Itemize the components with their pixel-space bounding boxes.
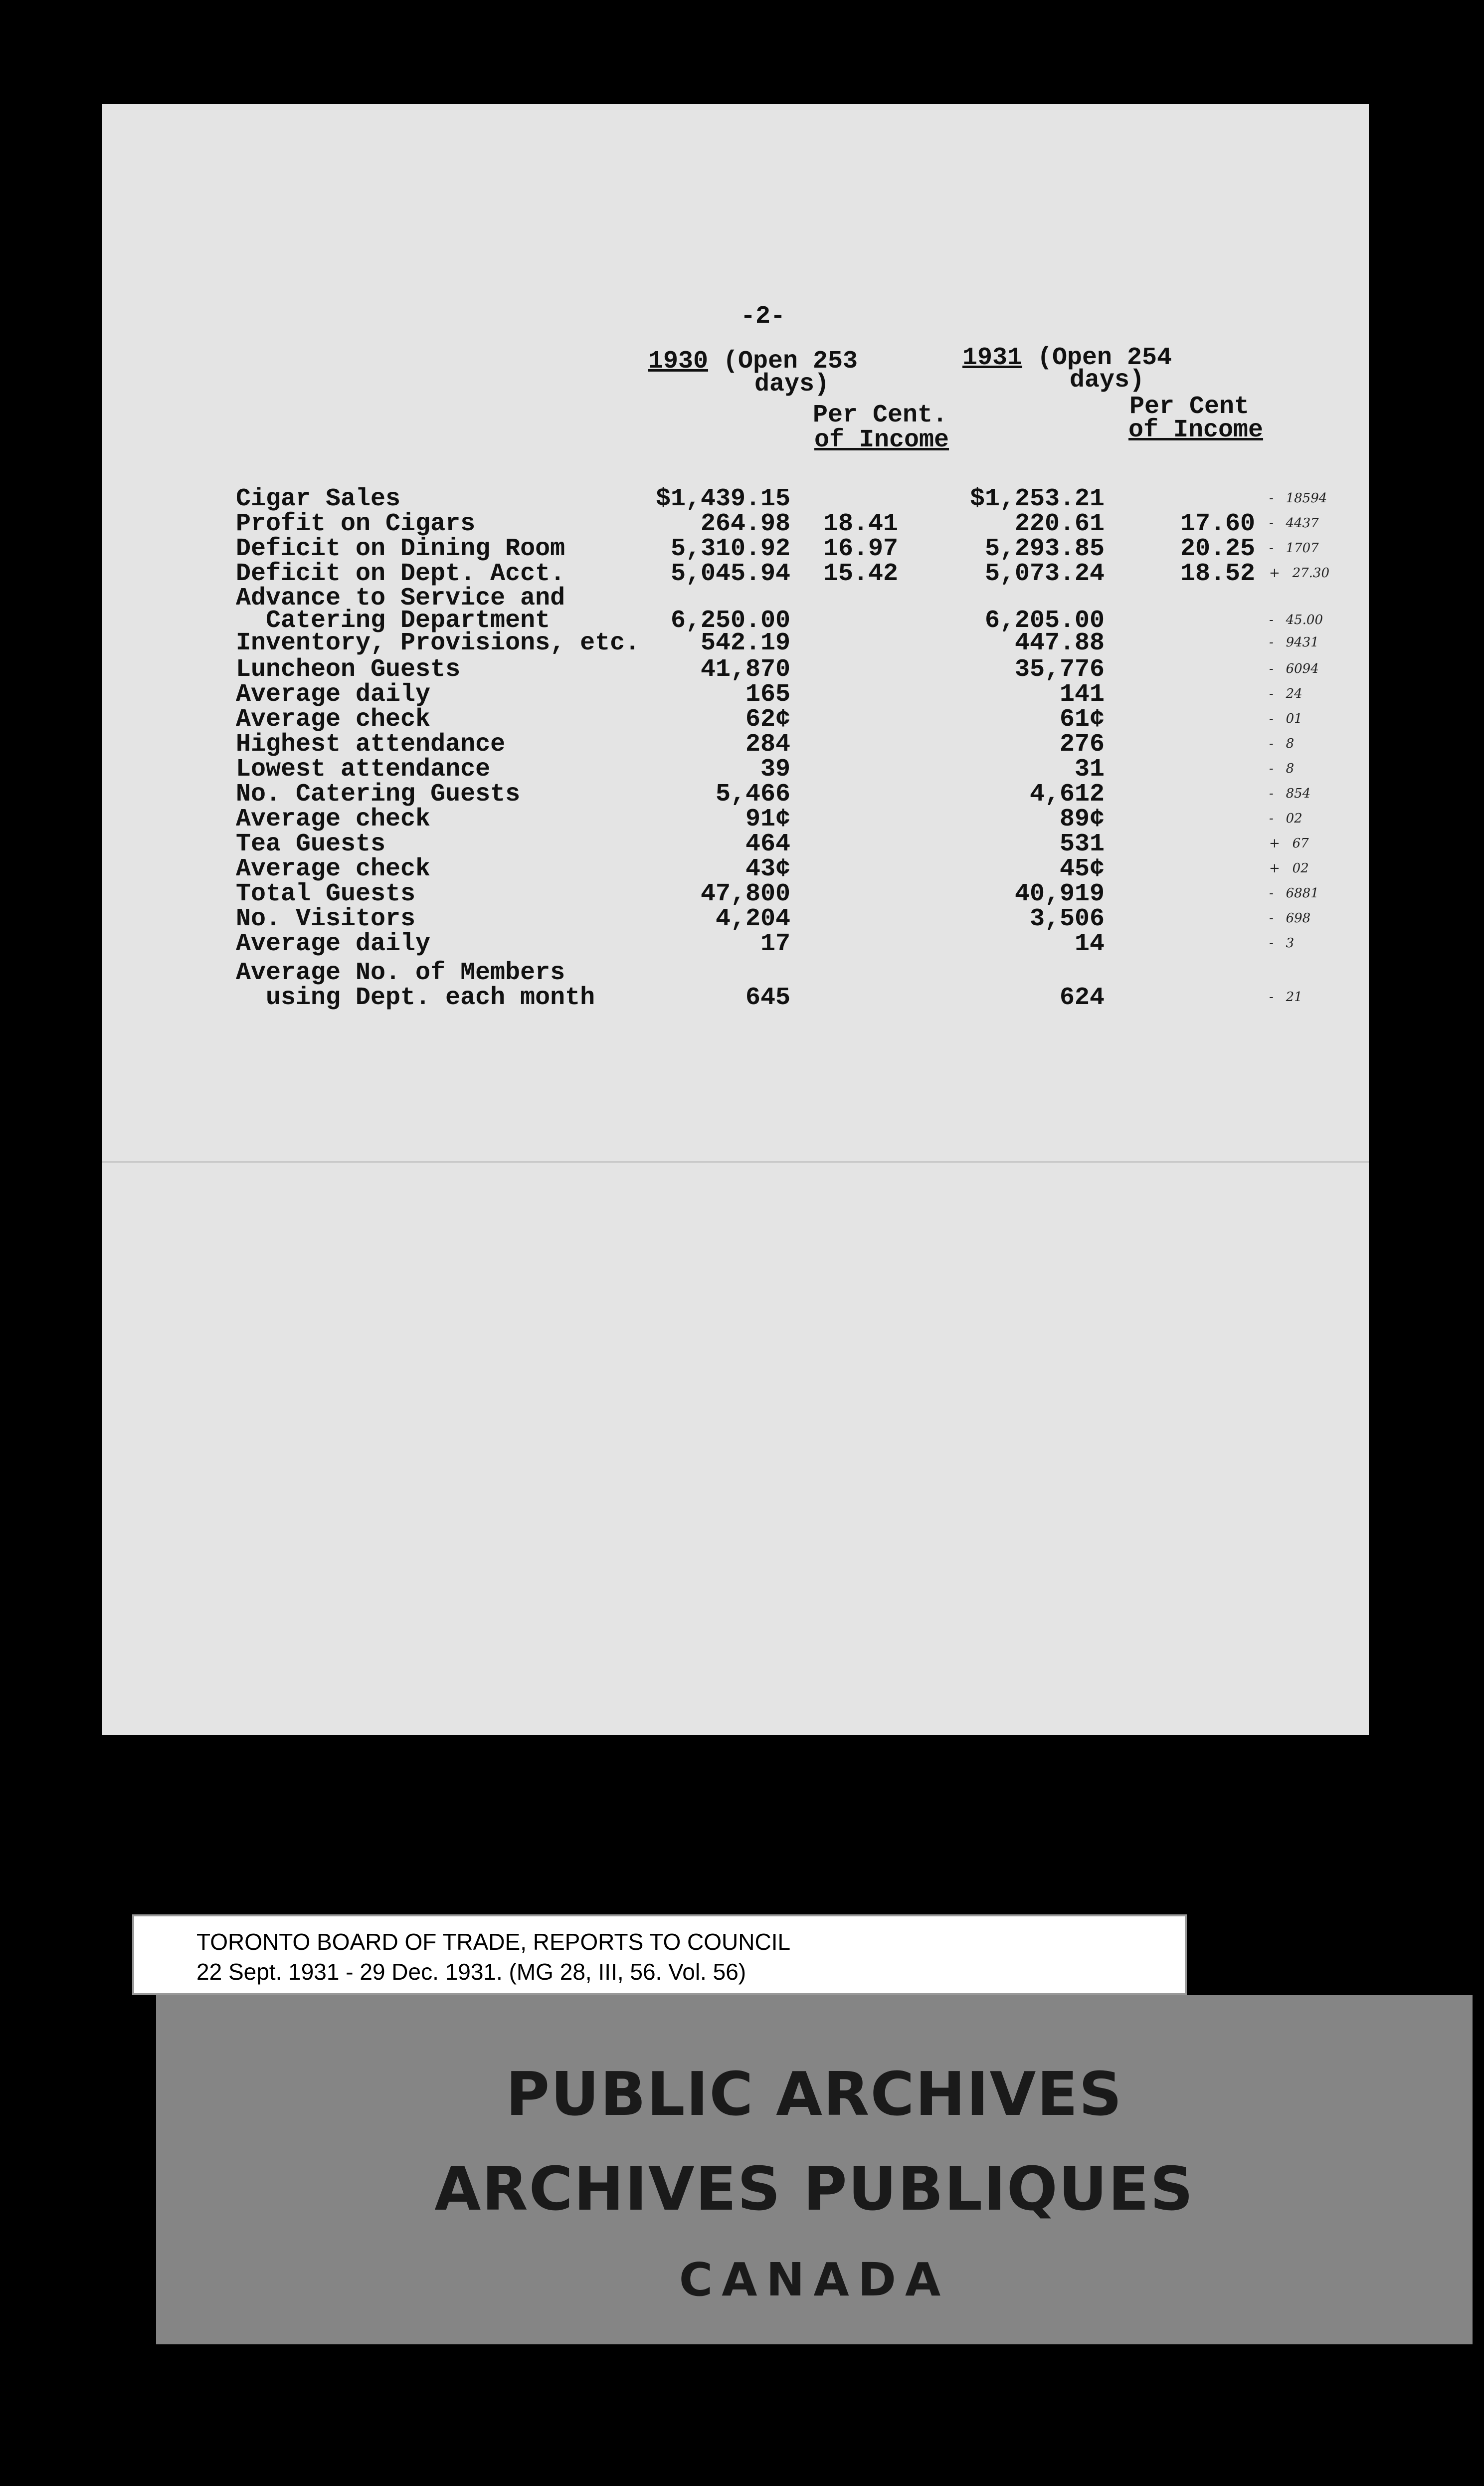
handwritten-note: - 854: [1269, 786, 1311, 801]
header-open-1930: (Open 253: [708, 347, 858, 376]
archives-stamp: [156, 1995, 1473, 2344]
handwritten-note: - 6881: [1269, 886, 1319, 901]
value-1931: 5,073.24: [984, 560, 1105, 588]
value-1930: 39: [760, 755, 790, 784]
header-days-1930: days): [754, 370, 830, 399]
value-1931: 6,205.00: [984, 607, 1105, 635]
header-pct-1931: Per Cent: [1129, 393, 1250, 421]
value-1931: 531: [1059, 830, 1105, 858]
value-1930: 47,800: [700, 880, 790, 908]
row-label: Luncheon Guests: [236, 655, 461, 684]
row-label: Average check: [236, 705, 431, 734]
value-1930: 6,250.00: [670, 607, 790, 635]
percent-1930: 16.97: [823, 535, 898, 563]
page-fold-line: [102, 1161, 1369, 1163]
handwritten-note: - 21: [1269, 990, 1302, 1005]
percent-1931: 18.52: [1180, 560, 1255, 588]
stamp-line1: PUBLIC ARCHIVES: [506, 2060, 1123, 2129]
row-label: Average daily: [236, 680, 431, 709]
row-label: Advance to Service and: [236, 584, 565, 613]
percent-1931: 20.25: [1180, 535, 1255, 563]
handwritten-note: - 18594: [1269, 491, 1327, 506]
value-1930: 41,870: [700, 655, 790, 684]
value-1931: 35,776: [1014, 655, 1105, 684]
value-1931: 5,293.85: [984, 535, 1105, 563]
header-income-1930: of Income: [814, 426, 949, 454]
row-label: Deficit on Dining Room: [236, 535, 565, 563]
percent-1931: 17.60: [1180, 510, 1255, 538]
row-label: Total Guests: [236, 880, 416, 908]
value-1931: 276: [1059, 730, 1105, 759]
value-1930: 5,466: [715, 780, 790, 809]
value-1930: 264.98: [700, 510, 790, 538]
value-1930: $1,439.15: [655, 485, 790, 513]
handwritten-note: - 6094: [1269, 661, 1319, 676]
handwritten-note: + 02: [1269, 861, 1309, 876]
handwritten-note: + 27.30: [1269, 566, 1330, 581]
value-1931: 31: [1074, 755, 1105, 784]
value-1931: 447.88: [1014, 629, 1105, 657]
row-label: Average daily: [236, 930, 431, 958]
value-1930: 4,204: [715, 905, 790, 933]
archive-label-line1: TORONTO BOARD OF TRADE, REPORTS TO COUNCIL: [196, 1929, 791, 1955]
row-label: Catering Department: [236, 607, 551, 635]
handwritten-note: - 1707: [1269, 541, 1319, 556]
value-1930: 645: [745, 984, 790, 1012]
archive-reference-label: [132, 1914, 1187, 1995]
value-1931: 61¢: [1059, 705, 1105, 734]
row-label: Average check: [236, 855, 431, 883]
value-1930: 91¢: [745, 805, 790, 833]
handwritten-note: - 24: [1269, 686, 1302, 701]
header-year-1930: 1930: [648, 347, 709, 376]
handwritten-note: - 698: [1269, 911, 1311, 926]
header-open-1931: (Open 254: [1022, 344, 1172, 372]
document-page: [102, 104, 1369, 1735]
value-1930: 542.19: [700, 629, 790, 657]
row-label: No. Catering Guests: [236, 780, 521, 809]
value-1930: 464: [745, 830, 790, 858]
handwritten-note: - 3: [1269, 936, 1295, 951]
handwritten-note: - 02: [1269, 811, 1302, 826]
row-label: No. Visitors: [236, 905, 416, 933]
page-number: -2-: [741, 302, 786, 331]
row-label: Inventory, Provisions, etc.: [236, 629, 640, 657]
value-1931: 3,506: [1029, 905, 1105, 933]
value-1931: $1,253.21: [969, 485, 1105, 513]
handwritten-note: - 01: [1269, 711, 1302, 726]
value-1931: 624: [1059, 984, 1105, 1012]
row-label: Lowest attendance: [236, 755, 491, 784]
row-label: Deficit on Dept. Acct.: [236, 560, 565, 588]
value-1931: 14: [1074, 930, 1105, 958]
value-1931: 40,919: [1014, 880, 1105, 908]
row-label: Cigar Sales: [236, 485, 401, 513]
row-label: Average check: [236, 805, 431, 833]
handwritten-note: - 4437: [1269, 516, 1319, 531]
value-1931: 89¢: [1059, 805, 1105, 833]
value-1930: 62¢: [745, 705, 790, 734]
handwritten-note: - 45.00: [1269, 613, 1323, 627]
header-income-1931: of Income: [1128, 416, 1264, 444]
handwritten-note: - 8: [1269, 736, 1295, 751]
row-label: Highest attendance: [236, 730, 506, 759]
stamp-line2: ARCHIVES PUBLIQUES: [434, 2155, 1194, 2224]
row-label: using Dept. each month: [236, 984, 595, 1012]
value-1930: 5,310.92: [670, 535, 790, 563]
header-days-1931: days): [1070, 366, 1145, 395]
value-1930: 165: [745, 680, 790, 709]
value-1931: 141: [1059, 680, 1105, 709]
value-1931: 220.61: [1014, 510, 1105, 538]
row-label: Average No. of Members: [236, 959, 565, 987]
percent-1930: 18.41: [823, 510, 898, 538]
value-1931: 4,612: [1029, 780, 1105, 809]
value-1930: 17: [760, 930, 790, 958]
handwritten-note: - 9431: [1269, 635, 1319, 650]
value-1930: 284: [745, 730, 790, 759]
row-label: Tea Guests: [236, 830, 386, 858]
value-1931: 45¢: [1059, 855, 1105, 883]
percent-1930: 15.42: [823, 560, 898, 588]
archive-label-line2: 22 Sept. 1931 - 29 Dec. 1931. (MG 28, III, 56. Vol. 56): [196, 1959, 746, 1985]
row-label: Profit on Cigars: [236, 510, 476, 538]
header-year-1931: 1931: [962, 344, 1023, 372]
value-1930: 5,045.94: [670, 560, 790, 588]
header-pct-1930: Per Cent.: [813, 401, 948, 429]
handwritten-note: - 8: [1269, 761, 1295, 776]
stamp-line3: CANADA: [679, 2253, 950, 2306]
handwritten-note: + 67: [1269, 836, 1309, 851]
value-1930: 43¢: [745, 855, 790, 883]
